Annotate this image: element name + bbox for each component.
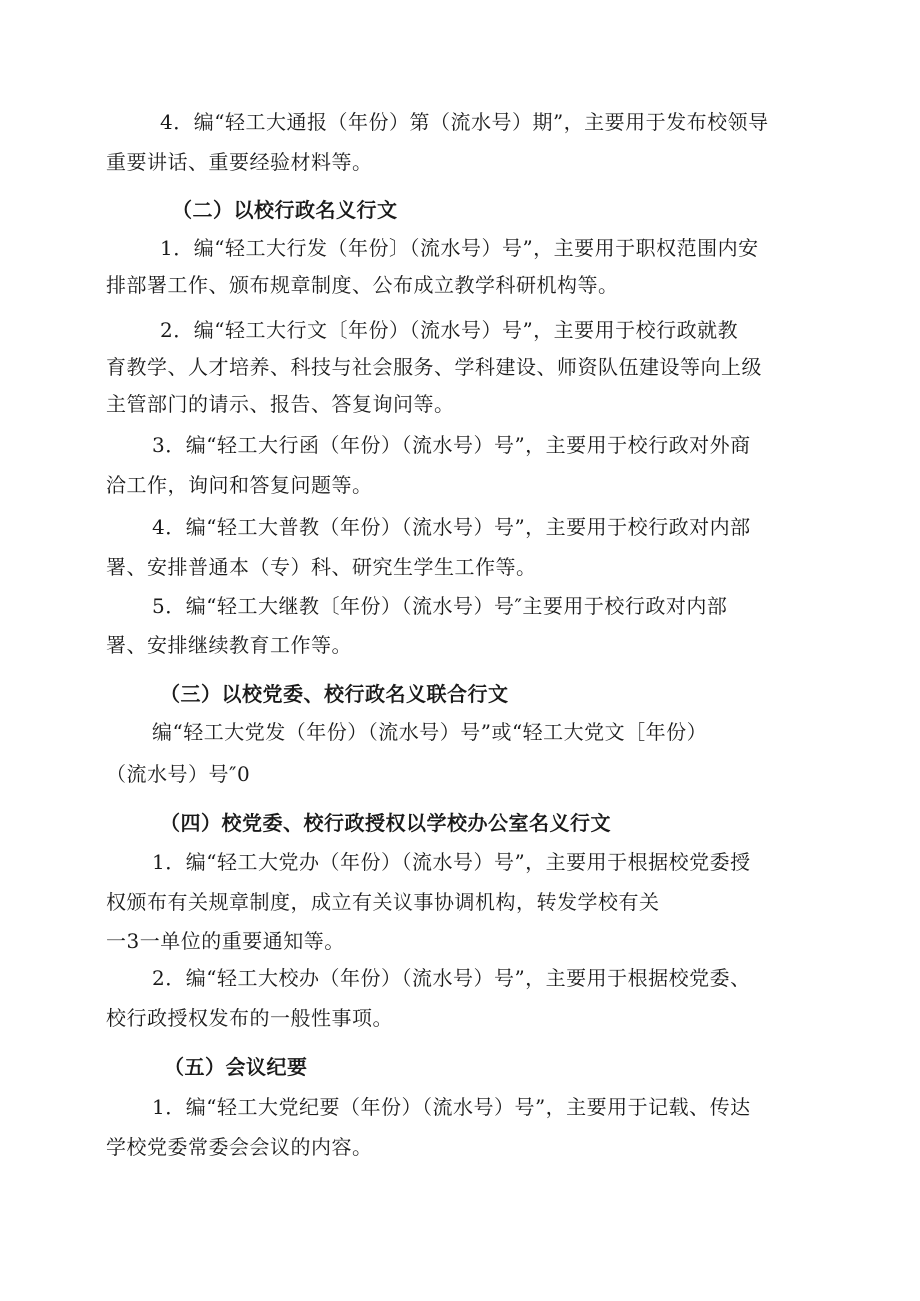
section-heading: （五）会议纪要 bbox=[164, 1055, 308, 1079]
section-heading: （四）校党委、校行政授权以学校办公室名义行文 bbox=[160, 811, 611, 835]
paragraph-line: 署、安排继续教育工作等。 bbox=[106, 633, 352, 657]
paragraph-line: 署、安排普通本（专）科、研究生学生工作等。 bbox=[106, 555, 537, 579]
paragraph-line: 4．编“轻工大通报（年份）第（流水号）期”，主要用于发布校领导 bbox=[160, 110, 769, 134]
paragraph-line: 1．编“轻工大党办（年份）（流水号）号”，主要用于根据校党委授 bbox=[152, 850, 751, 874]
paragraph-line: 2．编“轻工大校办（年份）（流水号）号”，主要用于根据校党委、 bbox=[152, 966, 751, 990]
paragraph-line: 一3一单位的重要通知等。 bbox=[106, 929, 345, 953]
section-heading: （三）以校党委、校行政名义联合行文 bbox=[160, 682, 509, 706]
paragraph-line: 1．编“轻工大行发（年份〕（流水号）号”，主要用于职权范围内安 bbox=[160, 236, 759, 260]
paragraph-line: （流水号）号″0 bbox=[106, 762, 251, 786]
paragraph-line: 1．编“轻工大党纪要（年份）（流水号）号”，主要用于记载、传达 bbox=[152, 1095, 751, 1119]
paragraph-line: 4．编“轻工大普教（年份）（流水号）号”，主要用于校行政对内部 bbox=[152, 515, 751, 539]
paragraph-line: 排部署工作、颁布规章制度、公布成立教学科研机构等。 bbox=[106, 273, 619, 297]
paragraph-line: 重要讲话、重要经验材料等。 bbox=[106, 150, 373, 174]
section-heading: （二）以校行政名义行文 bbox=[172, 198, 398, 222]
paragraph-line: 育教学、人才培养、科技与社会服务、学科建设、师资队伍建设等向上级 bbox=[106, 355, 762, 379]
paragraph-line: 编“轻工大党发（年份）（流水号）号”或“轻工大党文［年份） bbox=[152, 720, 708, 744]
paragraph-line: 5．编“轻工大继教〔年份）（流水号）号″主要用于校行政对内部 bbox=[152, 594, 728, 618]
paragraph-line: 洽工作，询问和答复问题等。 bbox=[106, 473, 373, 497]
paragraph-line: 权颁布有关规章制度，成立有关议事协调机构，转发学校有关 bbox=[106, 890, 660, 914]
paragraph-line: 主管部门的请示、报告、答复询问等。 bbox=[106, 392, 455, 416]
paragraph-line: 3．编“轻工大行函（年份）（流水号）号”，主要用于校行政对外商 bbox=[152, 433, 751, 457]
paragraph-line: 校行政授权发布的一般性事项。 bbox=[106, 1006, 393, 1030]
paragraph-line: 学校党委常委会会议的内容。 bbox=[106, 1135, 373, 1159]
paragraph-line: 2．编“轻工大行文〔年份）（流水号）号”，主要用于校行政就教 bbox=[160, 318, 739, 342]
